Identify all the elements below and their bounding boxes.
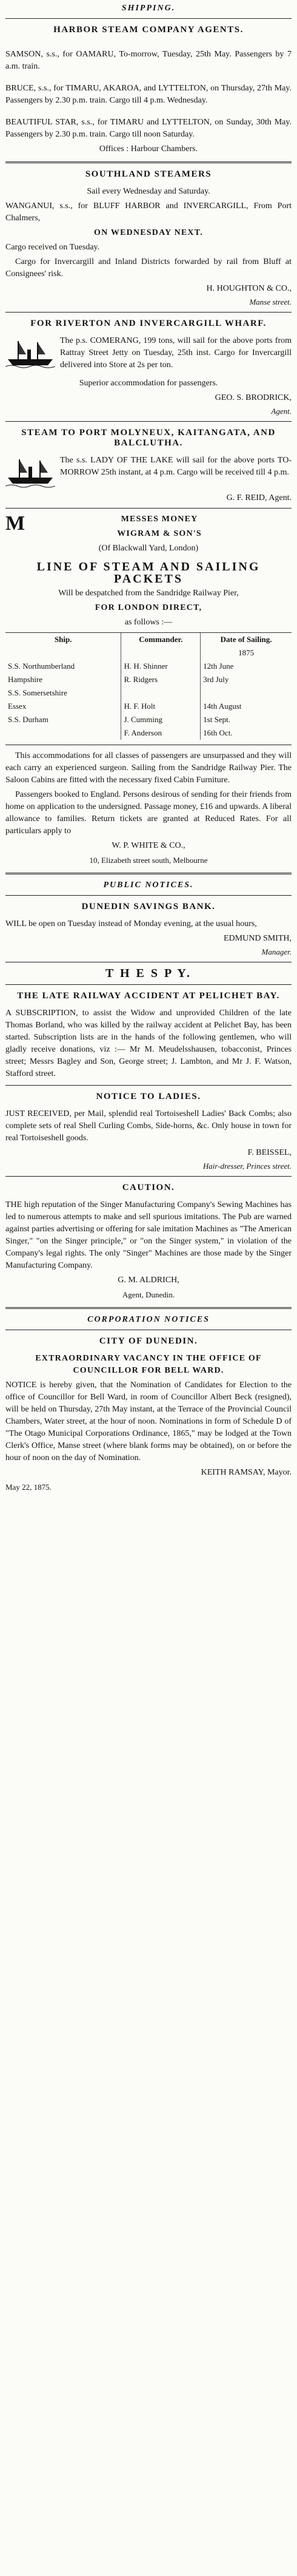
divider (5, 18, 292, 19)
table-row: S.S. Durham J. Cumming 1st Sept. (5, 713, 292, 726)
ladies-title: NOTICE TO LADIES. (96, 1092, 201, 1101)
savings-bank-sig: EDMUND SMITH, (224, 934, 292, 943)
beautiful-star-ad: BEAUTIFUL STAR, s.s., for TIMARU and LYTTELTON, on Sunday, 30th May. Passengers by 2.30 p.m. train. Cargo till noon Saturday. (5, 118, 292, 139)
ladies-sig: F. BEISSEL, (247, 1148, 292, 1157)
mw-body2: Passengers booked to England. Persons desirous of sending for their friends from home on application to the undersigned. Passage money, £16 and upwards. A liberal allowance to families. Return tickets are granted at Reduced Rates. For all particulars apply to (5, 790, 292, 836)
divider (5, 508, 292, 509)
table-row: Hampshire R. Ridgers 3rd July (5, 673, 292, 686)
vacancy-title: EXTRAORDINARY VACANCY IN THE OFFICE OF COUNCILLOR FOR BELL WARD. (35, 1354, 262, 1375)
ladies-role: Hair-dresser, Princes street. (202, 1161, 292, 1171)
mw-line2: WIGRAM & SON'S (117, 529, 202, 538)
steamship-icon (5, 336, 55, 369)
table-row: Essex H. F. Holt 14th August (5, 700, 292, 713)
southland-title: SOUTHLAND STEAMERS (85, 169, 212, 179)
mw-line1: MESSES MONEY (121, 515, 198, 524)
harbour-offices: Offices : Harbour Chambers. (99, 144, 198, 154)
public-notices-header: PUBLIC NOTICES. (103, 881, 194, 890)
mw-agent-addr: 10, Elizabeth street south, Melbourne (89, 856, 208, 865)
section-header: SHIPPING. (121, 4, 176, 13)
harbour-title: HARBOR STEAM COMPANY AGENTS. (53, 25, 244, 35)
divider (5, 984, 292, 985)
southland-agent: H. HOUGHTON & CO., (206, 284, 292, 293)
mw-line4: LINE OF STEAM AND SAILING PACKETS (36, 560, 261, 586)
savings-bank-title: DUNEDIN SAVINGS BANK. (81, 902, 216, 911)
table-row: S.S. Northumberland H. H. Shinner 12th June (5, 660, 292, 673)
southland-sail: Sail every Wednesday and Saturday. (87, 187, 210, 196)
the-spy-banner: T H E S P Y. (105, 967, 192, 980)
corporation-body: NOTICE is hereby given, that the Nomination of Candidates for Election to the office of Councillor for Bell Ward, in room of Councillor Albert Beck (resigned), will be held on Thursday, 27th May instant, at the Terrace of the Provincial Council Chambers, Water street, at the hour of noon. Nominations in form of Schedule D of "The Otago Municipal Corporations Ordinance, 1865," may be lodged at the Town Clerk's Office, Manse street (where blank forms may be obtained), on or before the hour of noon on the day of Nomination. (5, 1381, 292, 1462)
mw-line3: (Of Blackwall Yard, London) (98, 544, 199, 553)
caution-role: Agent, Dunedin. (122, 1290, 175, 1299)
mw-line7: as follows :— (124, 618, 173, 627)
cargo-received: Cargo received on Tuesday. (5, 243, 100, 252)
cargo-forward: Cargo for Invercargill and Inland Districts forwarded by rail from Bluff at Consignees' risk. (5, 257, 292, 279)
caution-title: CAUTION. (122, 1183, 175, 1192)
bruce-ad: BRUCE, s.s., for TIMARU, AKAROA, and LYTTELTON, on Thursday, 27th May. Passengers by 2.30 p.m. train. Cargo till 4 p.m. Wednesday. (5, 84, 292, 105)
riverton-agent: GEO. S. BRODRICK, (215, 393, 292, 402)
table-header-commander: Commander. (121, 633, 201, 647)
accident-title: THE LATE RAILWAY ACCIDENT AT PELICHET BAY. (17, 991, 280, 1001)
molyneux-agent: G. F. REID, Agent. (226, 493, 292, 502)
caution-body: THE high reputation of the Singer Manufacturing Company's Sewing Machines has led to numerous attempts to make and sell spurious imitations. The Pub are warned against parties advertising or offering for sale imitation Machines as "The American Singer," "on the Singer principle," or "on the Singer system," in violation of the Company's legal rights. The only "Singer" Machines are those made by the Singer Manufacturing Company. (5, 1200, 292, 1270)
divider (5, 895, 292, 896)
table-row: S.S. Somersetshire (5, 686, 292, 700)
table-header-date: Date of Sailing. (201, 633, 292, 647)
wanganui-day: ON WEDNESDAY NEXT. (94, 228, 203, 237)
corporation-header: CORPORATION NOTICES (87, 1315, 210, 1324)
drop-cap: M (5, 512, 25, 535)
divider (5, 421, 292, 422)
savings-bank-role: Manager. (261, 947, 292, 956)
corporation-sig: KEITH RAMSAY, Mayor. (201, 1468, 292, 1477)
mw-line5: Will be despatched from the Sandridge Railway Pier, (58, 589, 239, 598)
samson-ad: SAMSON, s.s., for OAMARU, To-morrow, Tuesday, 25th May. Passengers by 7 a.m. train. (5, 50, 292, 71)
newspaper-column (5, 0, 292, 1493)
corporation-date: May 22, 1875. (5, 1482, 52, 1492)
table-year: 1875 (201, 646, 292, 660)
riverton-agent-role: Agent. (271, 407, 292, 416)
savings-bank-body: WILL be open on Tuesday instead of Monday evening, at the usual hours, (5, 919, 257, 928)
steamship-icon (5, 456, 55, 488)
divider (5, 161, 292, 163)
riverton-superior: Superior accommodation for passengers. (79, 379, 218, 388)
lady-of-lake-ad: The s.s. LADY OF THE LAKE will sail for the above ports TO-MORROW 25th instant, at 4 p.m. Cargo will be received till 4 p.m. (60, 456, 292, 477)
mw-body: This accommodations for all classes of passengers are unsurpassed and they will each carry an experienced surgeon. Sailing from the Sandridge Railway Pier. The Saloon Cabins are fitted with the necessary fixed Cabin Furniture. (5, 751, 292, 785)
caution-sig: G. M. ALDRICH, (118, 1276, 179, 1285)
riverton-title: FOR RIVERTON AND INVERCARGILL WHARF. (30, 319, 267, 328)
southland-agent-addr: Manse street. (249, 297, 292, 306)
divider (5, 873, 292, 874)
table-header-ship: Ship. (5, 633, 121, 647)
city-title: CITY OF DUNEDIN. (99, 1336, 198, 1346)
accident-body: A SUBSCRIPTION, to assist the Widow and unprovided Children of the late Thomas Borland, who was killed by the railway accident at Pelichet Bay, has been started. Subscription lists are in the hands of the following gentlemen, who will gladly receive donations, viz :— Mr M. Meudelsshausen, tobacconist, Princes street; Messrs Bagley and Son, George street; J. Lambton, and Mr J. F. Watson, Stafford street. (5, 1009, 292, 1078)
divider (5, 1085, 292, 1086)
mw-line6: FOR LONDON DIRECT, (95, 603, 202, 612)
table-row: F. Anderson 16th Oct. (5, 726, 292, 740)
divider (5, 1176, 292, 1177)
molyneux-title: STEAM TO PORT MOLYNEUX, KAITANGATA, AND BALCLUTHA. (21, 428, 276, 448)
divider (5, 1307, 292, 1309)
divider (5, 312, 292, 313)
comerang-ad: The p.s. COMERANG, 199 tons, will sail for the above ports from Rattray Street Jetty on Tuesday, 25th inst. Cargo for Invercargill delivered into Store at 2s per ton. (60, 336, 292, 370)
ladies-body: JUST RECEIVED, per Mail, splendid real Tortoiseshell Ladies' Back Combs; also complete sets of real Shell Curling Combs, Side-horns, &c. Only house in town for real Tortoiseshell goods. (5, 1109, 292, 1143)
mw-agent: W. P. WHITE & CO., (112, 841, 185, 850)
wanganui-ad: WANGANUI, s.s., for BLUFF HARBOR and INVERCARGILL, From Port Chalmers, (5, 201, 292, 223)
sailing-schedule-table (5, 632, 292, 740)
